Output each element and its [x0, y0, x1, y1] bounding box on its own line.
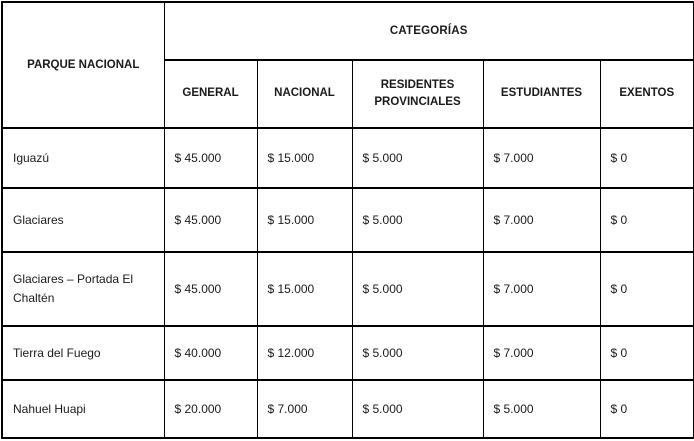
- fee-exentos: $ 0: [600, 128, 694, 188]
- park-name: Glaciares – Portada El Chaltén: [2, 252, 164, 326]
- fee-residentes-provinciales: $ 5.000: [352, 128, 483, 188]
- fee-nacional: $ 15.000: [257, 128, 352, 188]
- fee-nacional: $ 15.000: [257, 252, 352, 326]
- fee-general: $ 20.000: [164, 380, 257, 438]
- fee-general: $ 45.000: [164, 188, 257, 252]
- column-header-parque-nacional: PARQUE NACIONAL: [2, 2, 164, 128]
- fee-residentes-provinciales: $ 5.000: [352, 188, 483, 252]
- park-fees-table: [1, 1, 694, 439]
- table-row: [2, 380, 694, 438]
- park-name: Glaciares: [2, 188, 164, 252]
- column-header-exentos: EXENTOS: [600, 60, 694, 128]
- fee-general: $ 40.000: [164, 326, 257, 380]
- fee-nacional: $ 7.000: [257, 380, 352, 438]
- fee-estudiantes: $ 5.000: [483, 380, 600, 438]
- fee-residentes-provinciales: $ 5.000: [352, 326, 483, 380]
- column-header-residentes-provinciales: RESIDENTES PROVINCIALES: [352, 60, 483, 128]
- fee-estudiantes: $ 7.000: [483, 252, 600, 326]
- column-header-estudiantes: ESTUDIANTES: [483, 60, 600, 128]
- fee-nacional: $ 12.000: [257, 326, 352, 380]
- fee-exentos: $ 0: [600, 188, 694, 252]
- fee-estudiantes: $ 7.000: [483, 128, 600, 188]
- fee-exentos: $ 0: [600, 252, 694, 326]
- park-name: Tierra del Fuego: [2, 326, 164, 380]
- header-group-row: [2, 2, 694, 60]
- fees-page: [0, 1, 694, 441]
- fee-estudiantes: $ 7.000: [483, 326, 600, 380]
- table-row: [2, 188, 694, 252]
- table-row: [2, 326, 694, 380]
- fee-exentos: $ 0: [600, 326, 694, 380]
- fee-residentes-provinciales: $ 5.000: [352, 252, 483, 326]
- column-header-nacional: NACIONAL: [257, 60, 352, 128]
- table-row: [2, 252, 694, 326]
- fee-nacional: $ 15.000: [257, 188, 352, 252]
- table-row: [2, 128, 694, 188]
- park-name: Iguazú: [2, 128, 164, 188]
- fee-estudiantes: $ 7.000: [483, 188, 600, 252]
- column-header-general: GENERAL: [164, 60, 257, 128]
- park-name: Nahuel Huapi: [2, 380, 164, 438]
- group-header-categorias: CATEGORÍAS: [164, 2, 694, 60]
- fee-general: $ 45.000: [164, 252, 257, 326]
- fee-exentos: $ 0: [600, 380, 694, 438]
- fee-residentes-provinciales: $ 5.000: [352, 380, 483, 438]
- fee-general: $ 45.000: [164, 128, 257, 188]
